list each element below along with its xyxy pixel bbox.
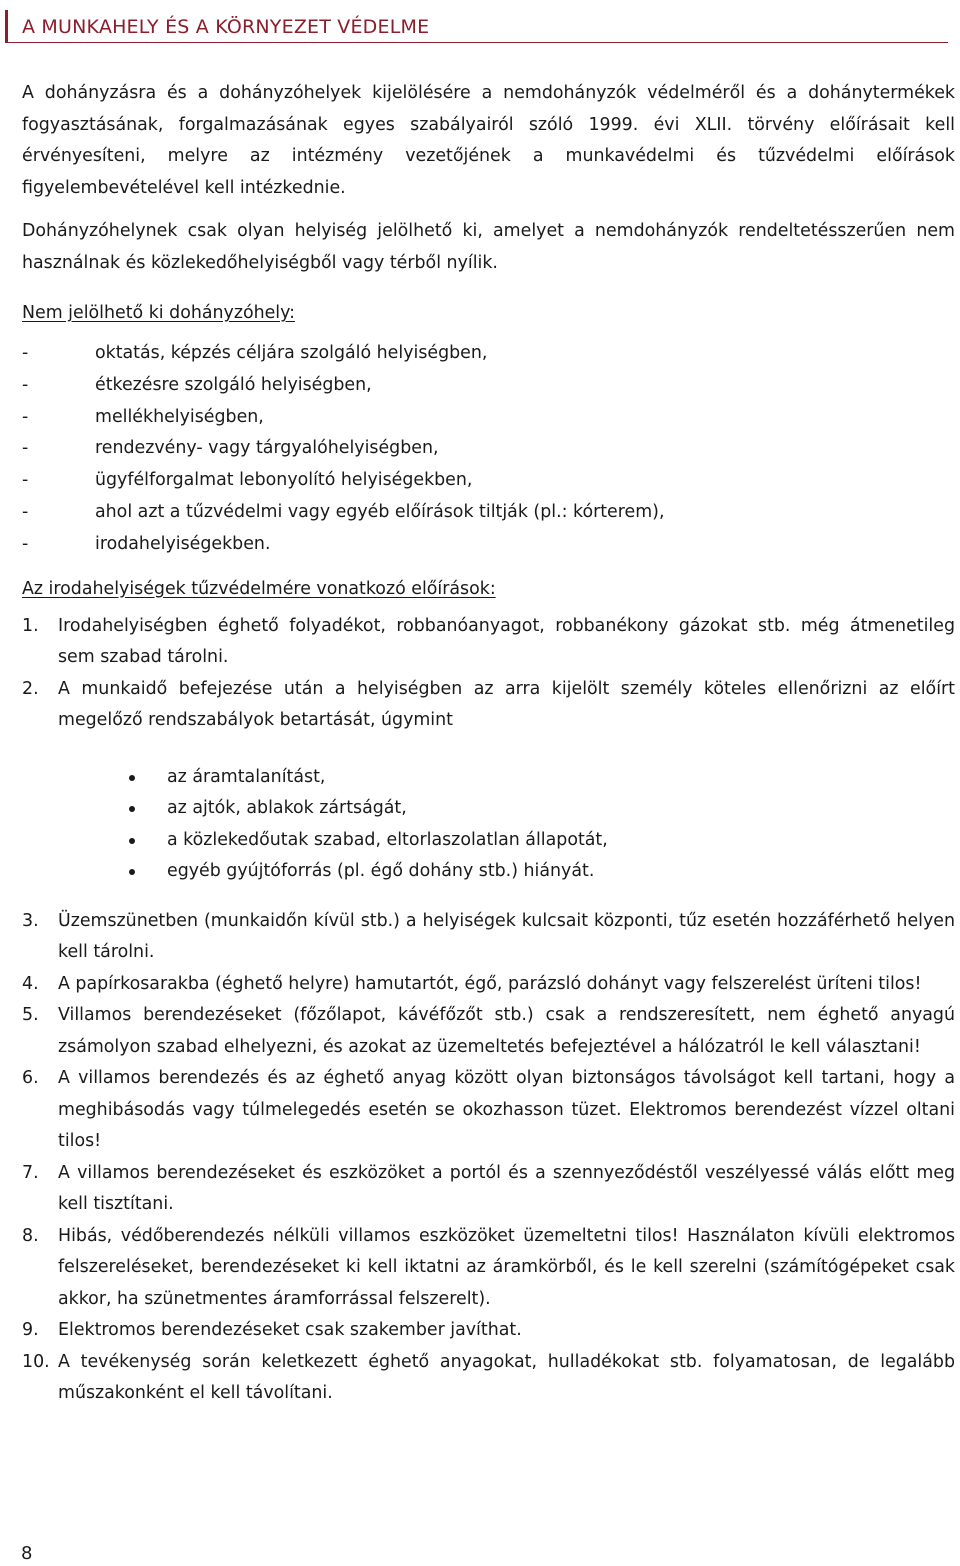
rule-number: 1.: [22, 615, 39, 636]
rule-number: 2.: [22, 678, 39, 699]
dash-marker: -: [22, 438, 29, 459]
dash-marker: -: [22, 374, 29, 395]
rule-text: A villamos berendezéseket és eszközöket a portól és a szennyeződéstől veszélyessé válás előtt meg kell tisztítani.: [58, 1162, 955, 1215]
rule-text: Elektromos berendezéseket csak szakember javíthat.: [58, 1320, 522, 1341]
rule-number: 7.: [22, 1162, 39, 1183]
bullet-icon: [129, 869, 135, 875]
document-body: [22, 78, 955, 1410]
rule-text: Hibás, védőberendezés nélküli villamos eszközöket üzemeltetni tilos! Használaton kívüli elektromos felszereléseket, berendezéseket ki kell iktatni az áramkörből, és le kell szerelni (számítógépeket csak akkor, ha szünetmentes áramforrással felszerelt).: [58, 1225, 955, 1309]
bullet-icon: [129, 775, 135, 781]
prohibited-places-list: [22, 338, 955, 561]
rule-text: A villamos berendezés és az éghető anyag között olyan biztonságos távolságot kell tartani, hogy a meghibásodás vagy túlmelegedés esetén se okozhasson tüzet. Elektromos berendezést vízzel oltani tilos!: [58, 1068, 955, 1152]
list-item: - mellékhelyiségben,: [22, 402, 955, 434]
rule-number: 8.: [22, 1225, 39, 1246]
list-item: - ahol azt a tűzvédelmi vagy egyéb előírások tiltják (pl.: kórterem),: [22, 497, 955, 529]
page-header: [5, 10, 948, 43]
checklist-item: egyéb gyújtóforrás (pl. égő dohány stb.) hiányát.: [22, 856, 955, 888]
bullet-icon: [129, 838, 135, 844]
rule-item: [22, 906, 955, 969]
bullet-icon: [129, 806, 135, 812]
rule-text: A munkaidő befejezése után a helyiségben az arra kijelölt személy köteles ellenőrizni az előírt megelőző rendszabályok betartását, úgymint: [58, 678, 955, 731]
dash-marker: -: [22, 343, 29, 363]
list-item: - ügyfélforgalmat lebonyolító helyiségekben,: [22, 465, 955, 497]
rule-number: 6.: [22, 1068, 39, 1089]
list-item: - rendezvény- vagy tárgyalóhelyiségben,: [22, 433, 955, 465]
fire-rules-list: [22, 611, 955, 737]
rule-text: A tevékenység során keletkezett éghető anyagokat, hulladékokat stb. folyamatosan, de legalább műszakonként el kell távolítani.: [58, 1351, 955, 1404]
rule-number: 4.: [22, 973, 39, 994]
page-number: 8: [21, 1543, 33, 1564]
rule-item: [22, 1158, 955, 1221]
list-item: - irodahelyiségekben.: [22, 529, 955, 561]
dash-marker: -: [22, 501, 29, 522]
rule-item: [22, 674, 955, 737]
rule-text: Üzemszünetben (munkaidőn kívül stb.) a helyiségek kulcsait központi, tűz esetén hozzáférhető helyen kell tárolni.: [58, 910, 955, 963]
rule-text: Villamos berendezéseket (főzőlapot, kávéfőzőt stb.) csak a rendszeresített, nem éghető anyagú zsámolyon szabad elhelyezni, és azokat az üzemeltetés befejeztével a hálózatról le kell választani!: [58, 1005, 955, 1057]
rule-item: [22, 1221, 955, 1316]
rule-number: 5.: [22, 1005, 39, 1026]
rule-item: [22, 1315, 955, 1347]
header-title: A MUNKAHELY ÉS A KÖRNYEZET VÉDELME: [22, 16, 430, 38]
dash-marker: -: [22, 470, 29, 491]
rule-text: A papírkosarakba (éghető helyre) hamutartót, égő, parázsló dohányt vagy felszerelést üríteni tilos!: [58, 973, 922, 994]
section-heading-office-fire-rules: Az irodahelyiségek tűzvédelmére vonatkozó előírások:: [22, 578, 496, 599]
section-heading-prohibited-places: Nem jelölhető ki dohányzóhely:: [22, 303, 296, 323]
smoking-area-paragraph: Dohányzóhelynek csak olyan helyiség jelölhető ki, amelyet a nemdohányzók rendeltetésszerűen nem használnak és közlekedőhelyiségből vagy térből nyílik.: [22, 221, 955, 273]
shutdown-checklist: [22, 762, 955, 888]
dash-marker: -: [22, 533, 29, 554]
list-item: - oktatás, képzés céljára szolgáló helyiségben,: [22, 338, 955, 370]
rule-item: [22, 1000, 955, 1063]
rule-item: [22, 1063, 955, 1158]
list-item: - étkezésre szolgáló helyiségben,: [22, 370, 955, 402]
fire-rules-list-continued: [22, 906, 955, 1410]
dash-marker: -: [22, 406, 29, 427]
intro-paragraph: A dohányzásra és a dohányzóhelyek kijelölésére a nemdohányzók védelméről és a dohánytermékek fogyasztásának, forgalmazásának egyes szabályairól szóló 1999. évi XLII. törvény előírásait kell érvényesíteni, melyre az intézmény vezetőjének a munkavédelmi és tűzvédelmi előírások figyelembevételével kell intézkednie.: [22, 83, 955, 198]
checklist-item: az áramtalanítást,: [22, 762, 955, 794]
checklist-item: a közlekedőutak szabad, eltorlaszolatlan állapotát,: [22, 825, 955, 857]
rule-item: [22, 969, 955, 1001]
rule-item: [22, 611, 955, 674]
rule-item: [22, 1347, 955, 1410]
rule-number: 9.: [22, 1320, 39, 1341]
rule-number: 10.: [22, 1351, 50, 1372]
rule-text: Irodahelyiségben éghető folyadékot, robbanóanyagot, robbanékony gázokat stb. még átmenetileg sem szabad tárolni.: [58, 615, 955, 668]
rule-number: 3.: [22, 910, 39, 931]
checklist-item: az ajtók, ablakok zártságát,: [22, 793, 955, 825]
